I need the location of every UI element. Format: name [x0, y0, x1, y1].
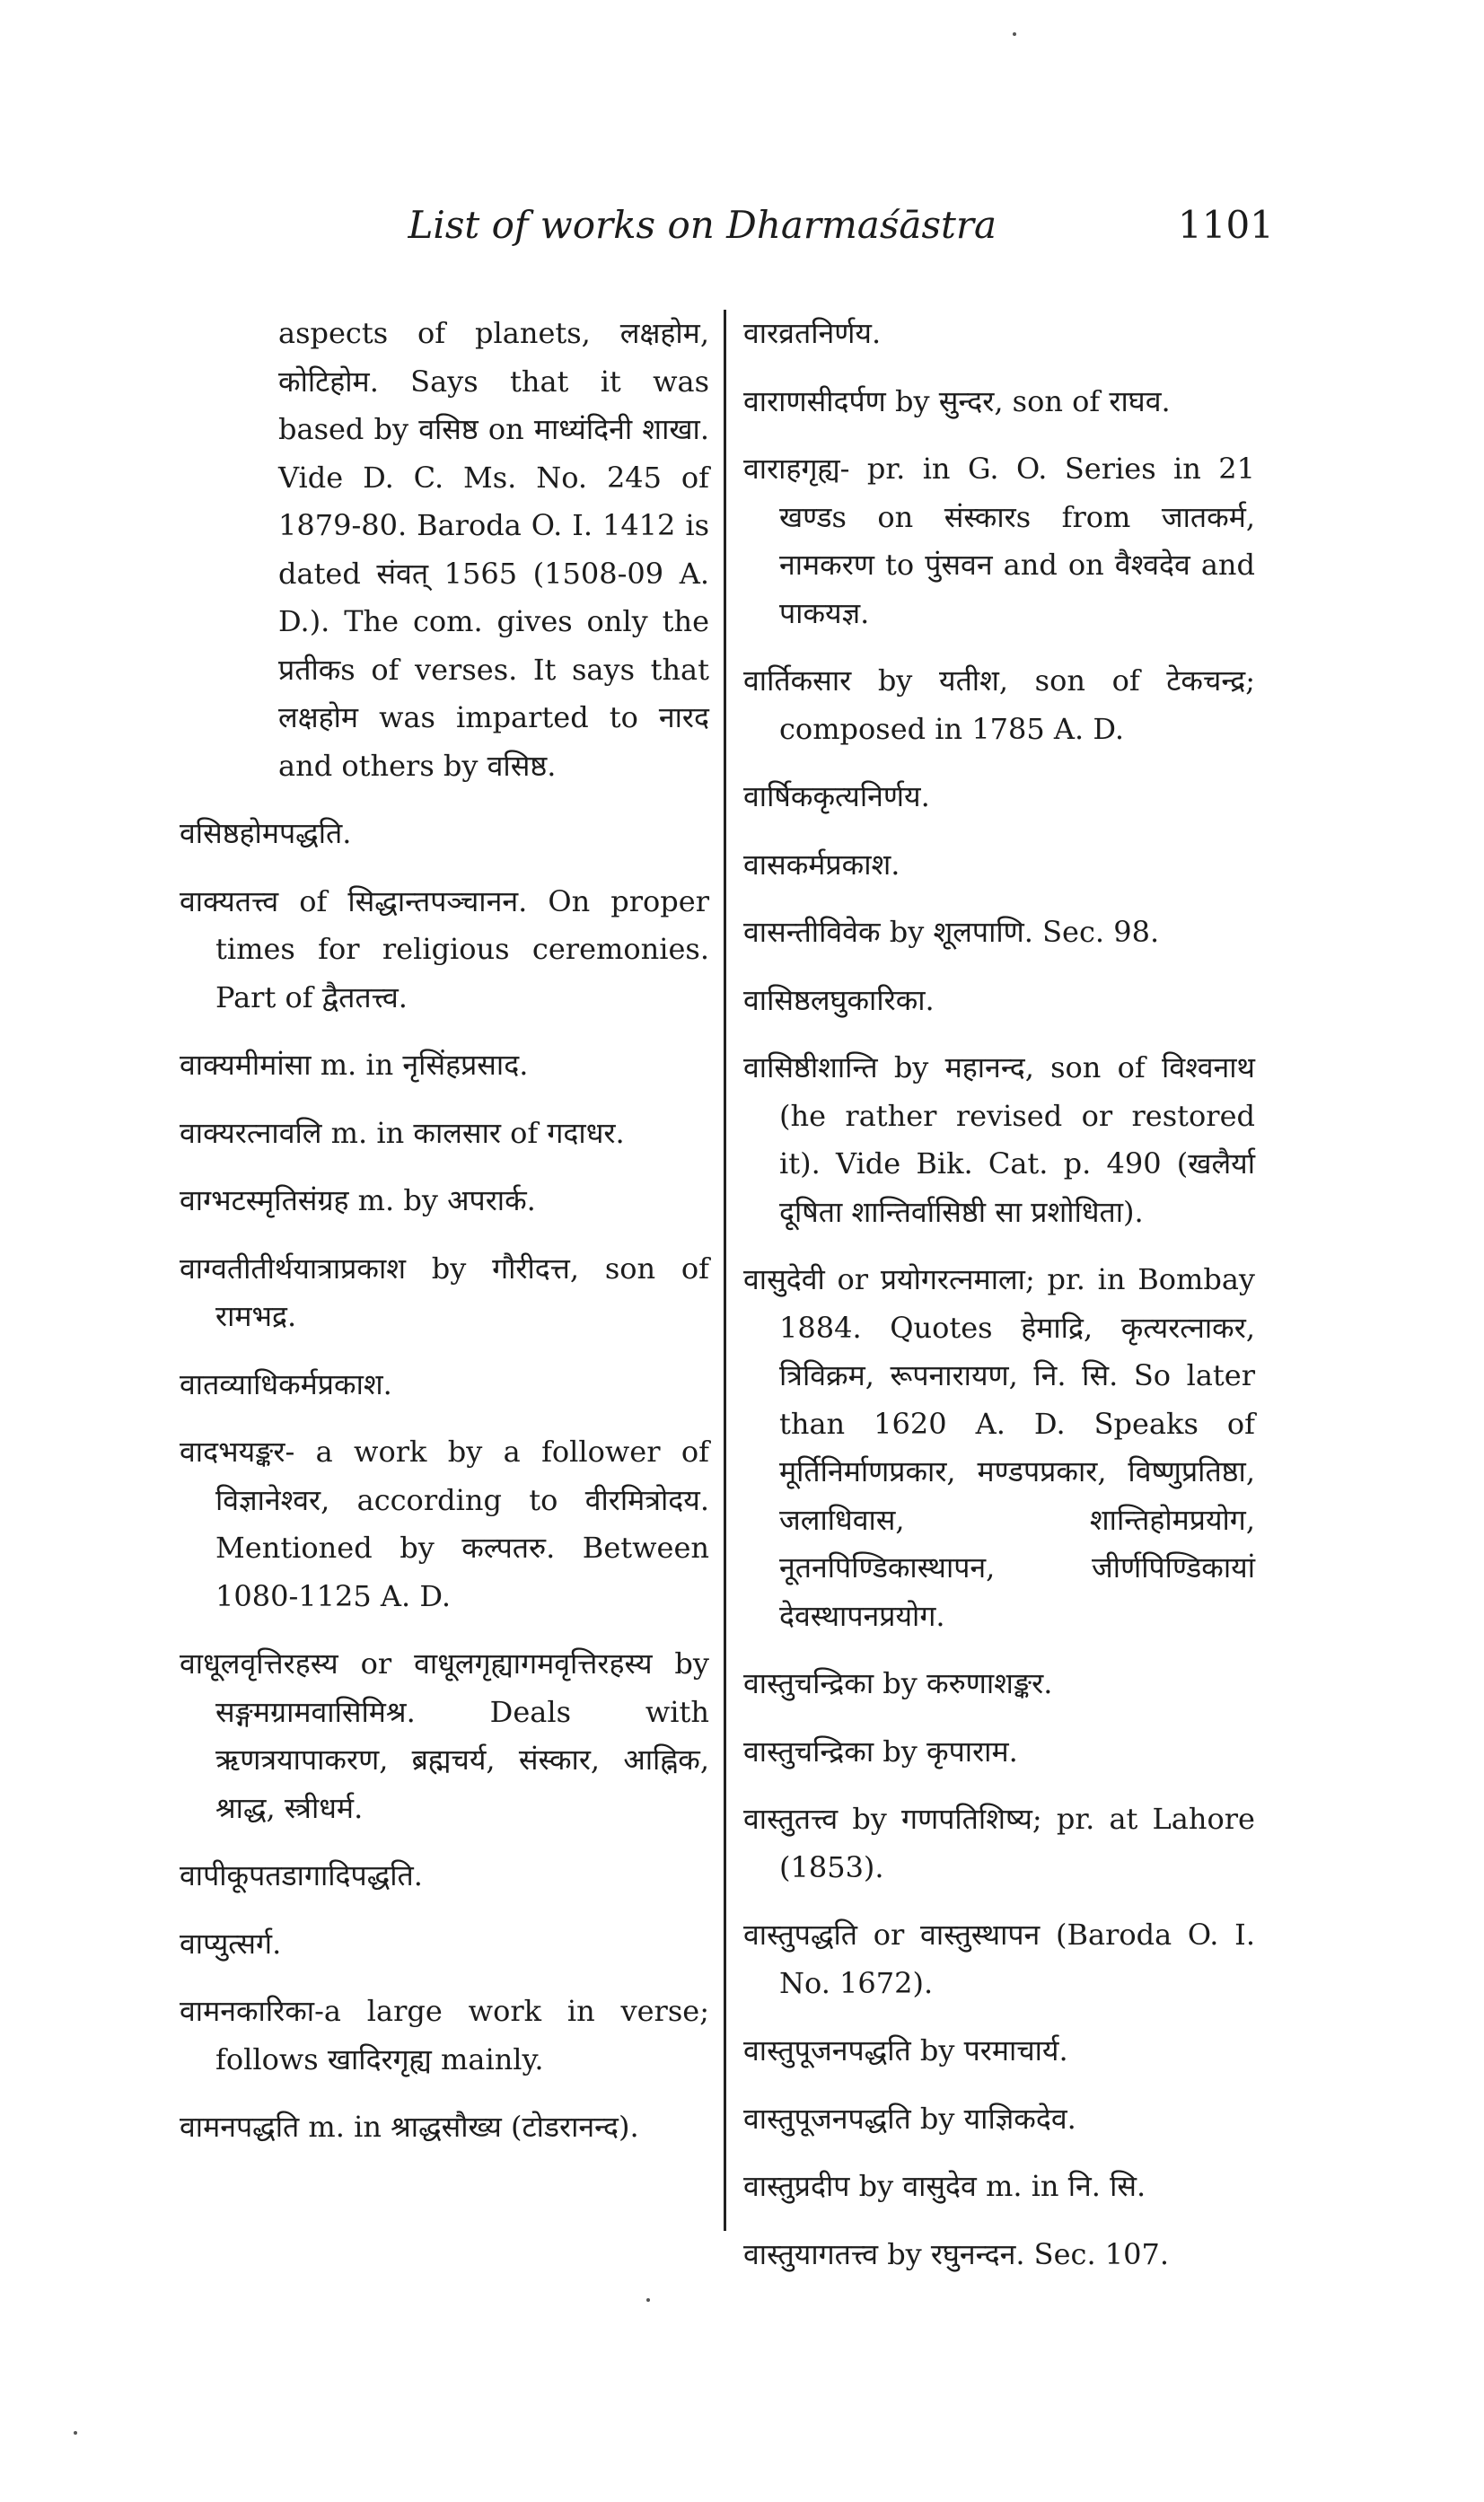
right-entry-15: वास्तुपूजनपद्धति by याज्ञिकदेव.	[743, 2101, 1076, 2136]
page-number: 1101	[1178, 203, 1274, 247]
left-entry-2: वाक्यतत्त्व of सिद्धान्तपञ्चानन. On proper times for religious ceremonies. Part of द्वैततत्त्व.	[180, 883, 709, 1014]
scan-speck	[1013, 32, 1016, 36]
right-entry-17: वास्तुयागतत्त्व by रघुनन्दन. Sec. 107.	[743, 2236, 1170, 2271]
running-header-title: List of works on Dharmaśāstra	[408, 203, 997, 247]
left-entry-9: वाधूलवृत्तिरहस्य or वाधूलगृह्यागमवृत्तिरहस्य by सङ्गमग्रामवासिमिश्र. Deals with ऋणत्रयापाकरण, ब्रह्मचर्य, संस्कार, आह्निक, श्राद्ध, स्त्रीधर्म.	[180, 1646, 709, 1825]
left-entry-3: वाक्यमीमांसा m. in नृसिंहप्रसाद.	[180, 1048, 529, 1082]
column-divider	[724, 310, 726, 2231]
right-entry-0: वारव्रतनिर्णय.	[743, 316, 882, 350]
left-entry-4: वाक्यरत्नावलि m. in कालसार of गदाधर.	[180, 1115, 625, 1150]
left-entry-13: वामनपद्धति m. in श्राद्धसौख्य (टोडरानन्द).	[180, 2110, 639, 2144]
left-entry-7: वातव्याधिकर्मप्रकाश.	[180, 1366, 392, 1401]
right-entry-12: वास्तुतत्त्व by गणपतिशिष्य; pr. at Lahore (1853).	[743, 1802, 1255, 1884]
right-entry-10: वास्तुचन्द्रिका by करुणाशङ्कर.	[743, 1666, 1053, 1700]
left-entry-1: वसिष्ठहोमपद्धति.	[180, 816, 352, 850]
right-entry-4: वार्षिककृत्यनिर्णय.	[743, 779, 930, 813]
left-entry-10: वापीकूपतडागादिपद्धति.	[180, 1858, 423, 1892]
right-entry-5: वासकर्मप्रकाश.	[743, 847, 900, 882]
right-entry-13: वास्तुपद्धति or वास्तुस्थापन (Baroda O. I. No. 1672).	[743, 1918, 1255, 2000]
scan-speck	[74, 2431, 77, 2435]
left-entry-12: वामनकारिका-a large work in verse; follows खादिरगृह्य mainly.	[180, 1994, 709, 2076]
right-entry-7: वासिष्ठलघुकारिका.	[743, 982, 935, 1017]
right-entry-2: वाराहगृह्य- pr. in G. O. Series in 21 खण्डs on संस्कारs from जातकर्म, नामकरण to पुंसवन and on वैश्वदेव and पाकयज्ञ.	[743, 452, 1256, 630]
left-entry-11: वाप्युत्सर्ग.	[180, 1926, 282, 1961]
right-entry-3: वार्तिकसार by यतीश, son of टेकचन्द्र; composed in 1785 A. D.	[743, 663, 1255, 746]
left-entry-8: वादभयङ्कर- a work by a follower of विज्ञानेश्वर, according to वीरमित्रोदय. Mentioned by कल्पतरु. Between 1080-1125 A. D.	[180, 1435, 709, 1613]
right-entry-6: वासन्तीविवेक by शूलपाणि. Sec. 98.	[743, 915, 1160, 949]
right-entry-14: वास्तुपूजनपद्धति by परमाचार्य.	[743, 2033, 1068, 2067]
left-entry-0-continuation: aspects of planets, लक्षहोम, कोटिहोम. Says that it was based by वसिष्ठ on माध्यंदिनी शाखा. Vide D. C. Ms. No. 245 of 1879-80. Baroda O. I. 1412 is dated संवत् 1565 (1508-09 A. D.). The com. gives only the प्रतीकs of verses. It says that लक्षहोम was imparted to नारद and others by वसिष्ठ.	[278, 316, 709, 783]
right-entry-1: वाराणसीदर्पण by सुन्दर, son of राघव.	[743, 383, 1171, 418]
right-entry-16: वास्तुप्रदीप by वासुदेव m. in नि. सि.	[743, 2169, 1146, 2203]
left-entry-6: वाग्वतीतीर्थयात्राप्रकाश by गौरीदत्त, son of रामभद्र.	[180, 1251, 709, 1333]
right-column	[743, 310, 1255, 2298]
right-entry-8: वासिष्ठीशान्ति by महानन्द, son of विश्वनाथ (he rather revised or restored it). Vide Bik. Cat. p. 490 (खलैर्या दूषिता शान्तिर्वासिष्ठी सा प्रशोधिता).	[743, 1050, 1255, 1229]
right-entry-9: वासुदेवी or प्रयोगरत्नमाला; pr. in Bombay 1884. Quotes हेमाद्रि, कृत्यरत्नाकर, त्रिविक्रम, रूपनारायण, नि. सि. So later than 1620 A. D. Speaks of मूर्तिनिर्माणप्रकार, मण्डपप्रकार, विष्णुप्रतिष्ठा, जलाधिवास, शान्तिहोमप्रयोग, नूतनपिण्डिकास्थापन, जीर्णपिण्डिकायां देवस्थापनप्रयोग.	[743, 1262, 1255, 1633]
left-column	[180, 310, 709, 2172]
left-entry-5: वाग्भटस्मृतिसंग्रह m. by अपरार्क.	[180, 1183, 536, 1217]
scan-speck	[646, 2298, 650, 2302]
right-entry-11: वास्तुचन्द्रिका by कृपाराम.	[743, 1734, 1018, 1769]
